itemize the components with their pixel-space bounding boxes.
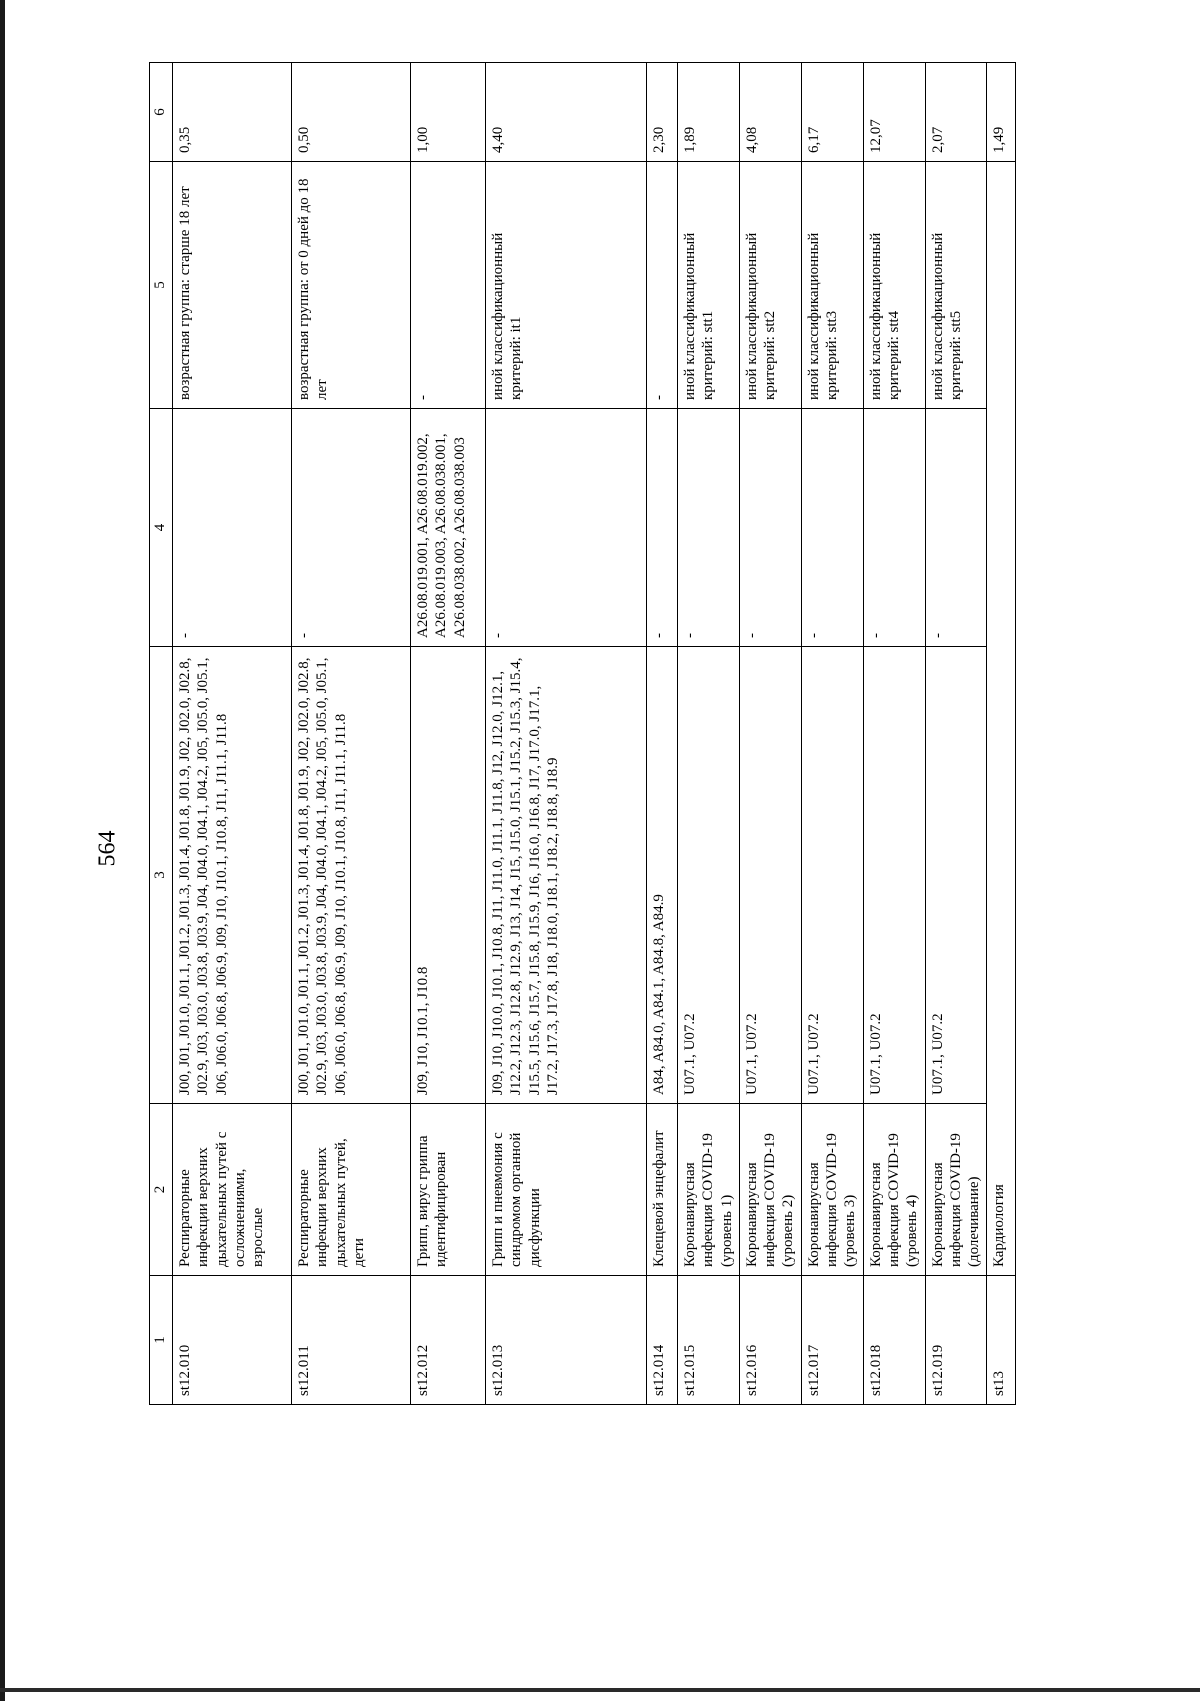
row-diagnoses: U07.1, U07.2: [863, 647, 925, 1104]
section-name: Кардиология: [987, 162, 1016, 1276]
row-diagnoses: A84, A84.0, A84.1, A84.8, A84.9: [647, 647, 678, 1104]
row-coefficient: 1,00: [411, 63, 486, 162]
row-name: Коронавирусная инфекция COVID-19 (уровень 4): [863, 1104, 925, 1276]
row-coefficient: 4,40: [486, 63, 647, 162]
row-code: st12.019: [925, 1276, 987, 1405]
row-diagnoses: U07.1, U07.2: [801, 647, 863, 1104]
row-diagnoses: J00, J01, J01.0, J01.1, J01.2, J01.3, J01.4, J01.8, J01.9, J02, J02.0, J02.8, J02.9, J03, J03.0, J03.8, J03.9, J04, J04.0, J04.1, J04.2, J05, J05.0, J05.1, J06, J06.0, J06.8, J06.9, J09, J10, J10.1, J10.8, J11, J11.1, J11.8: [173, 647, 292, 1104]
row-coefficient: 0,35: [173, 63, 292, 162]
table-row: [739, 63, 801, 1405]
row-diagnoses: U07.1, U07.2: [925, 647, 987, 1104]
table-row: [292, 63, 411, 1405]
row-services: -: [292, 409, 411, 647]
row-diagnoses: J09, J10, J10.0, J10.1, J10.8, J11, J11.0, J11.1, J11.8, J12, J12.0, J12.1, J12.2, J12.3, J12.8, J12.9, J13, J14, J15, J15.0, J15.1, J15.2, J15.3, J15.4, J15.5, J15.6, J15.7, J15.8, J15.9, J16, J16.0, J16.8, J17, J17.0, J17.1, J17.2, J17.3, J17.8, J18, J18.0, J18.1, J18.2, J18.8, J18.9: [486, 647, 647, 1104]
row-criteria: -: [647, 162, 678, 409]
row-code: st12.017: [801, 1276, 863, 1405]
row-services: -: [173, 409, 292, 647]
row-criteria: иной классификационный критерий: it1: [486, 162, 647, 409]
row-name: Коронавирусная инфекция COVID-19 (уровень 1): [678, 1104, 740, 1276]
row-criteria: иной классификационный критерий: stt2: [739, 162, 801, 409]
row-name: Коронавирусная инфекция COVID-19 (долечивание): [925, 1104, 987, 1276]
column-header: 2: [150, 1104, 173, 1276]
table-row: [925, 63, 987, 1405]
scan-border-left: [0, 0, 5, 1701]
row-coefficient: 2,30: [647, 63, 678, 162]
row-code: st12.018: [863, 1276, 925, 1405]
row-coefficient: 12,07: [863, 63, 925, 162]
table-row: [411, 63, 486, 1405]
row-name: Респираторные инфекции верхних дыхательных путей с осложнениями, взрослые: [173, 1104, 292, 1276]
row-name: Коронавирусная инфекция COVID-19 (уровень 2): [739, 1104, 801, 1276]
section-coefficient: 1,49: [987, 63, 1016, 162]
column-number-row: [150, 63, 173, 1405]
row-services: -: [647, 409, 678, 647]
row-name: Коронавирусная инфекция COVID-19 (уровень 3): [801, 1104, 863, 1276]
section-code: st13: [987, 1276, 1016, 1405]
row-criteria: иной классификационный критерий: stt5: [925, 162, 987, 409]
section-row: [987, 63, 1016, 1405]
row-coefficient: 2,07: [925, 63, 987, 162]
row-criteria: возрастная группа: от 0 дней до 18 лет: [292, 162, 411, 409]
column-header: 5: [150, 162, 173, 409]
table-row: [863, 63, 925, 1405]
table-row: [647, 63, 678, 1405]
row-diagnoses: J09, J10, J10.1, J10.8: [411, 647, 486, 1104]
row-services: -: [925, 409, 987, 647]
row-criteria: иной классификационный критерий: stt4: [863, 162, 925, 409]
row-criteria: иной классификационный критерий: stt1: [678, 162, 740, 409]
row-coefficient: 1,89: [678, 63, 740, 162]
row-services: -: [486, 409, 647, 647]
table-row: [801, 63, 863, 1405]
row-coefficient: 0,50: [292, 63, 411, 162]
row-name: Клещевой энцефалит: [647, 1104, 678, 1276]
column-header: 6: [150, 63, 173, 162]
row-diagnoses: U07.1, U07.2: [739, 647, 801, 1104]
tariff-table: [149, 62, 1016, 1405]
column-header: 1: [150, 1276, 173, 1405]
row-services: -: [739, 409, 801, 647]
row-code: st12.016: [739, 1276, 801, 1405]
row-diagnoses: U07.1, U07.2: [678, 647, 740, 1104]
row-diagnoses: J00, J01, J01.0, J01.1, J01.2, J01.3, J01.4, J01.8, J01.9, J02, J02.0, J02.8, J02.9, J03, J03.0, J03.8, J03.9, J04, J04.0, J04.1, J04.2, J05, J05.0, J05.1, J06, J06.0, J06.8, J06.9, J09, J10, J10.1, J10.8, J11, J11.1, J11.8: [292, 647, 411, 1104]
row-services: -: [863, 409, 925, 647]
row-criteria: иной классификационный критерий: stt3: [801, 162, 863, 409]
table-row: [486, 63, 647, 1405]
row-coefficient: 4,08: [739, 63, 801, 162]
column-header: 3: [150, 647, 173, 1104]
row-coefficient: 6,17: [801, 63, 863, 162]
row-criteria: -: [411, 162, 486, 409]
row-code: st12.012: [411, 1276, 486, 1405]
row-name: Грипп и пневмония с синдромом органной дисфункции: [486, 1104, 647, 1276]
row-name: Респираторные инфекции верхних дыхательных путей, дети: [292, 1104, 411, 1276]
row-code: st12.011: [292, 1276, 411, 1405]
column-header: 4: [150, 409, 173, 647]
row-criteria: возрастная группа: старше 18 лет: [173, 162, 292, 409]
row-services: A26.08.019.001, A26.08.019.002, A26.08.019.003, A26.08.038.001, A26.08.038.002, A26.08.038.003: [411, 409, 486, 647]
row-code: st12.013: [486, 1276, 647, 1405]
row-services: -: [801, 409, 863, 647]
table-row: [678, 63, 740, 1405]
table-row: [173, 63, 292, 1405]
row-name: Грипп, вирус гриппа идентифицирован: [411, 1104, 486, 1276]
row-code: st12.015: [678, 1276, 740, 1405]
row-code: st12.010: [173, 1276, 292, 1405]
row-services: -: [678, 409, 740, 647]
row-code: st12.014: [647, 1276, 678, 1405]
scan-border-bottom: [0, 1688, 1200, 1692]
page-number: 564: [94, 830, 121, 867]
